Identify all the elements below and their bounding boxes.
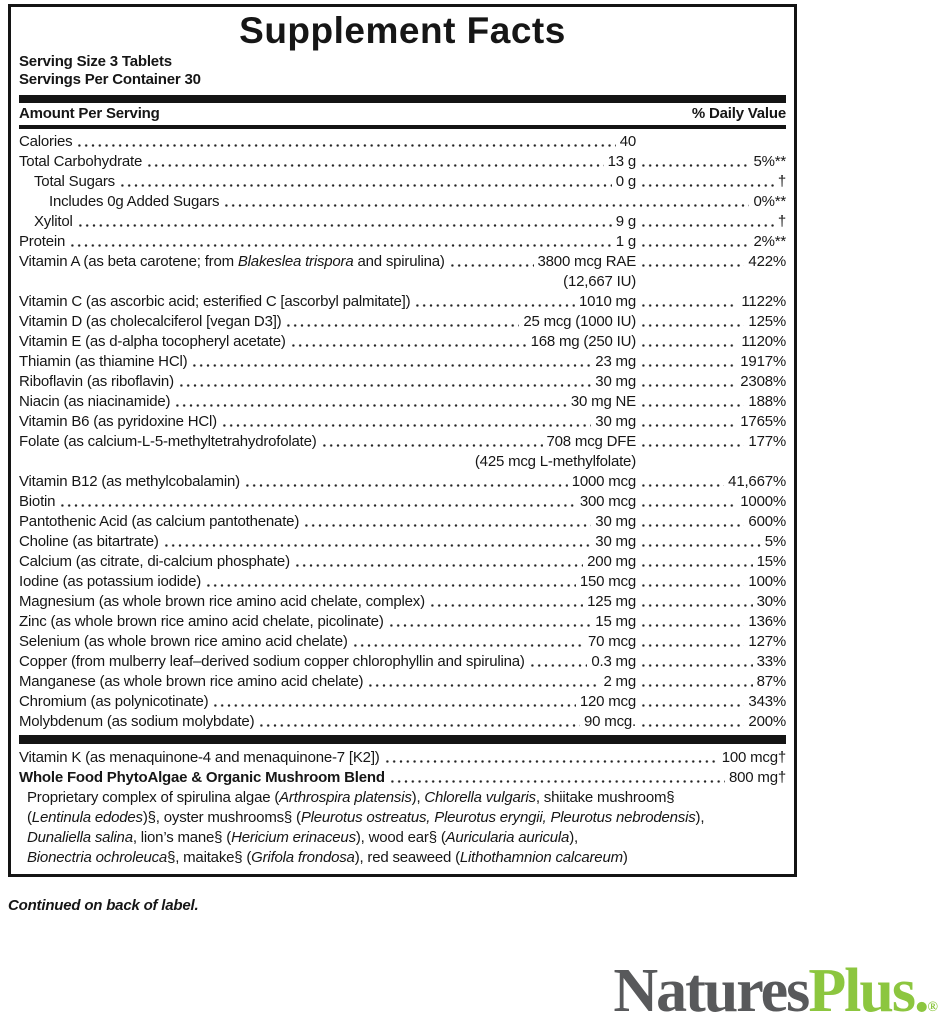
nutrient-row: Protein 1 g 2%** — [19, 232, 786, 250]
nutrient-row: Whole Food PhytoAlgae & Organic Mushroom Blend 800 mg† — [19, 768, 786, 786]
servings-per-container: Servings Per Container 30 — [19, 70, 201, 88]
nutrient-row: Total Carbohydrate 13 g 5%** — [19, 152, 786, 170]
nutrient-rows-main — [19, 132, 786, 732]
nutrient-row: (425 mcg L-methylfolate) — [474, 452, 636, 470]
nutrient-row: Includes 0g Added Sugars 0%** — [49, 192, 786, 210]
nutrient-row: Selenium (as whole brown rice amino acid chelate) 70 mcg 127% — [19, 632, 786, 650]
nutrient-row: Vitamin D (as cholecalciferol [vegan D3]) 25 mcg (1000 IU) 125% — [19, 312, 786, 330]
nutrient-row: (12,667 IU) — [563, 272, 636, 290]
nutrient-row: Vitamin E (as d-alpha tocopheryl acetate) 168 mg (250 IU) 1120% — [19, 332, 786, 350]
amount-per-serving-header: Amount Per Serving — [19, 104, 160, 122]
nutrient-row: Thiamin (as thiamine HCl) 23 mg 1917% — [19, 352, 786, 370]
registered-mark: ® — [927, 1000, 938, 1015]
nutrient-row: Pantothenic Acid (as calcium pantothenate) 30 mg 600% — [19, 512, 786, 530]
nutrient-row: Chromium (as polynicotinate) 120 mcg 343% — [19, 692, 786, 710]
nutrient-row: Calories 40 — [19, 132, 636, 150]
nutrient-row: Biotin 300 mcg 1000% — [19, 492, 786, 510]
column-header-row — [19, 103, 786, 125]
nutrient-row: Vitamin K (as menaquinone-4 and menaquinone-7 [K2]) 100 mcg† — [19, 748, 786, 766]
panel-title: Supplement Facts — [239, 10, 566, 51]
nutrient-row: Magnesium (as whole brown rice amino acid chelate, complex) 125 mg 30% — [19, 592, 786, 610]
logo-plus: Plus. — [808, 957, 928, 1024]
serving-size: Serving Size 3 Tablets — [19, 52, 172, 70]
nutrient-row: Choline (as bitartrate) 30 mg 5% — [19, 532, 786, 550]
nutrient-row: Niacin (as niacinamide) 30 mg NE 188% — [19, 392, 786, 410]
logo-natures: Natures — [613, 957, 809, 1024]
divider-medium — [19, 125, 786, 129]
continued-note: Continued on back of label. — [8, 897, 199, 914]
nutrient-row: Iodine (as potassium iodide) 150 mcg 100% — [19, 572, 786, 590]
nutrient-row: Zinc (as whole brown rice amino acid chelate, picolinate) 15 mg 136% — [19, 612, 786, 630]
divider-thick-middle — [19, 735, 786, 744]
blend-description-line: Proprietary complex of spirulina algae (Arthrospira platensis), Chlorella vulgaris, shiitake mushroom§ — [27, 788, 675, 806]
nutrient-rows-secondary — [19, 748, 786, 788]
nutrient-row: Xylitol 9 g † — [34, 212, 786, 230]
naturesplus-logo — [613, 957, 938, 1024]
nutrient-row: Vitamin B6 (as pyridoxine HCl) 30 mg 1765% — [19, 412, 786, 430]
blend-description-line: (Lentinula edodes)§, oyster mushrooms§ (Pleurotus ostreatus, Pleurotus eryngii, Pleurotus nebrodensis), — [27, 808, 705, 826]
nutrient-row: Riboflavin (as riboflavin) 30 mg 2308% — [19, 372, 786, 390]
nutrient-row: Molybdenum (as sodium molybdate) 90 mcg. 200% — [19, 712, 786, 730]
blend-description-line: Dunaliella salina, lion’s mane§ (Hericium erinaceus), wood ear§ (Auricularia auricula), — [27, 828, 578, 846]
nutrient-row: Total Sugars 0 g † — [34, 172, 786, 190]
daily-value-header: % Daily Value — [691, 104, 786, 122]
nutrient-row: Copper (from mulberry leaf–derived sodium copper chlorophyllin and spirulina) 0.3 mg 33% — [19, 652, 786, 670]
nutrient-row: Manganese (as whole brown rice amino acid chelate) 2 mg 87% — [19, 672, 786, 690]
nutrient-row: Folate (as calcium-L-5-methyltetrahydrofolate) 708 mcg DFE 177% — [19, 432, 786, 450]
divider-thick-top — [19, 95, 786, 103]
nutrient-row: Vitamin B12 (as methylcobalamin) 1000 mcg 41,667% — [19, 472, 786, 490]
nutrient-row: Vitamin A (as beta carotene; from Blakeslea trispora and spirulina) 3800 mcg RAE 422% — [19, 252, 786, 270]
nutrient-row: Calcium (as citrate, di-calcium phosphate) 200 mg 15% — [19, 552, 786, 570]
nutrient-row: Vitamin C (as ascorbic acid; esterified C [ascorbyl palmitate]) 1010 mg 1122% — [19, 292, 786, 310]
blend-description — [19, 788, 786, 868]
blend-description-line: Bionectria ochroleuca§, maitake§ (Grifola frondosa), red seaweed (Lithothamnion calcareum) — [27, 848, 628, 866]
supplement-facts-panel — [8, 4, 797, 877]
